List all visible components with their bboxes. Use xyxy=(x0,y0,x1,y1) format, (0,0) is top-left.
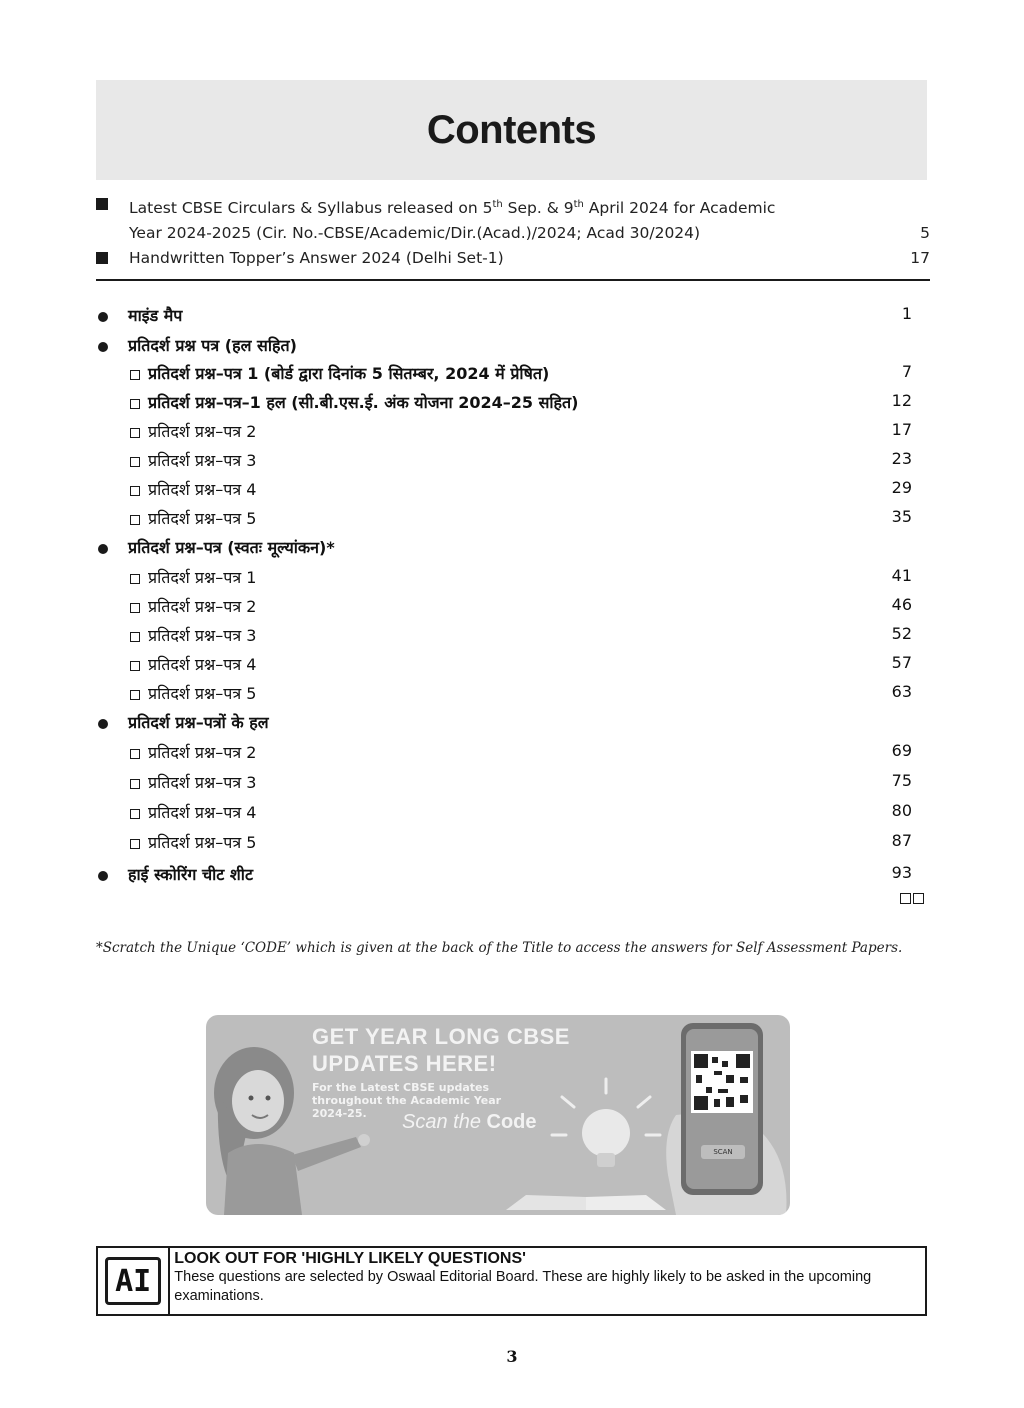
cbse-updates-banner[interactable] xyxy=(206,1015,790,1215)
toc-item[interactable]: प्रतिदर्श प्रश्न–पत्र–1 हल (सी.बी.एस.ई. अंक योजना 2024–25 सहित) 12 xyxy=(96,388,912,417)
toc-item[interactable]: प्रतिदर्श प्रश्न–पत्र 5 87 xyxy=(96,828,912,860)
checkbox-icon xyxy=(130,370,140,380)
toc-section[interactable]: हाई स्कोरिंग चीट शीट 93 xyxy=(96,860,912,889)
ai-logo-icon: AI xyxy=(98,1248,170,1314)
scan-button[interactable]: SCAN xyxy=(713,1148,733,1156)
toc-item[interactable]: प्रतिदर्श प्रश्न–पत्र 1 41 xyxy=(96,563,912,592)
page-number: 5 xyxy=(920,224,930,243)
banner-subtext: For the Latest CBSE updates throughout the Academic Year 2024-25. xyxy=(312,1081,502,1120)
bullet-icon xyxy=(98,342,108,352)
toc-item[interactable]: प्रतिदर्श प्रश्न–पत्र 2 69 xyxy=(96,738,912,768)
toc-item[interactable]: प्रतिदर्श प्रश्न–पत्र 3 52 xyxy=(96,621,912,650)
scan-the-code-text: Scan the Code xyxy=(402,1111,537,1133)
end-mark-icon xyxy=(900,893,924,904)
checkbox-icon xyxy=(130,428,140,438)
contents-header xyxy=(96,80,927,180)
banner-headline: UPDATES HERE! xyxy=(312,1051,497,1076)
toc-section: प्रतिदर्श प्रश्न पत्र (हल सहित) xyxy=(96,331,912,359)
toc-item[interactable]: प्रतिदर्श प्रश्न–पत्र 3 75 xyxy=(96,768,912,798)
toc-item[interactable]: प्रतिदर्श प्रश्न–पत्र 4 29 xyxy=(96,475,912,504)
ai-box-body: These questions are selected by Oswaal Editorial Board. These are highly likely to be asked in the upcoming examinations. xyxy=(174,1269,872,1304)
bullet-icon xyxy=(98,312,108,322)
page-number: 3 xyxy=(506,1347,518,1366)
checkbox-icon xyxy=(130,457,140,467)
toc-item[interactable]: प्रतिदर्श प्रश्न–पत्र 4 80 xyxy=(96,798,912,828)
hindi-contents-list xyxy=(96,301,912,889)
toc-item[interactable]: प्रतिदर्श प्रश्न–पत्र 4 57 xyxy=(96,650,912,679)
toc-item[interactable]: प्रतिदर्श प्रश्न–पत्र 5 63 xyxy=(96,679,912,708)
checkbox-icon xyxy=(130,632,140,642)
toc-item[interactable]: प्रतिदर्श प्रश्न–पत्र 2 46 xyxy=(96,592,912,621)
toc-section: प्रतिदर्श प्रश्न–पत्र (स्वतः मूल्यांकन)* xyxy=(96,533,912,563)
checkbox-icon xyxy=(130,809,140,819)
toc-section[interactable]: माइंड मैप 1 xyxy=(96,301,912,331)
bullet-icon xyxy=(98,544,108,554)
bullet-icon xyxy=(98,871,108,881)
checkbox-icon xyxy=(130,690,140,700)
divider xyxy=(96,279,930,281)
list-item[interactable]: Latest CBSE Circulars & Syllabus released on 5th Sep. & 9th April 2024 for Academic Year 2024-2025 (Cir. No.-CBSE/Academic/Dir.(Acad.)/2024; Acad 30/2024) 5 xyxy=(96,192,930,246)
page-number: 17 xyxy=(910,249,930,268)
footnote: *Scratch the Unique ‘CODE’ which is given at the back of the Title to access the answers for Self Assessment Papers. xyxy=(96,940,903,956)
toc-section: प्रतिदर्श प्रश्न–पत्रों के हल xyxy=(96,708,912,738)
checkbox-icon xyxy=(130,399,140,409)
checkbox-icon xyxy=(130,779,140,789)
checkbox-icon xyxy=(130,661,140,671)
square-bullet-icon xyxy=(96,252,108,264)
page-title: Contents xyxy=(426,107,597,152)
bullet-icon xyxy=(98,719,108,729)
toc-item[interactable]: प्रतिदर्श प्रश्न–पत्र 2 17 xyxy=(96,417,912,446)
banner-headline: GET YEAR LONG CBSE xyxy=(312,1024,570,1049)
square-bullet-icon xyxy=(96,198,108,210)
checkbox-icon xyxy=(130,603,140,613)
toc-item[interactable]: प्रतिदर्श प्रश्न–पत्र 3 23 xyxy=(96,446,912,475)
toc-item[interactable]: प्रतिदर्श प्रश्न–पत्र 1 (बोर्ड द्वारा दिनांक 5 सितम्बर, 2024 में प्रेषित) 7 xyxy=(96,359,912,388)
checkbox-icon xyxy=(130,486,140,496)
list-item[interactable]: Handwritten Topper’s Answer 2024 (Delhi Set-1) 17 xyxy=(96,246,930,271)
highly-likely-questions-box xyxy=(96,1246,927,1316)
checkbox-icon xyxy=(130,839,140,849)
checkbox-icon xyxy=(130,515,140,525)
checkbox-icon xyxy=(130,749,140,759)
ai-box-heading: LOOK OUT FOR 'HIGHLY LIKELY QUESTIONS' xyxy=(174,1250,526,1267)
english-contents-list xyxy=(96,192,930,271)
toc-item[interactable]: प्रतिदर्श प्रश्न–पत्र 5 35 xyxy=(96,504,912,533)
checkbox-icon xyxy=(130,574,140,584)
